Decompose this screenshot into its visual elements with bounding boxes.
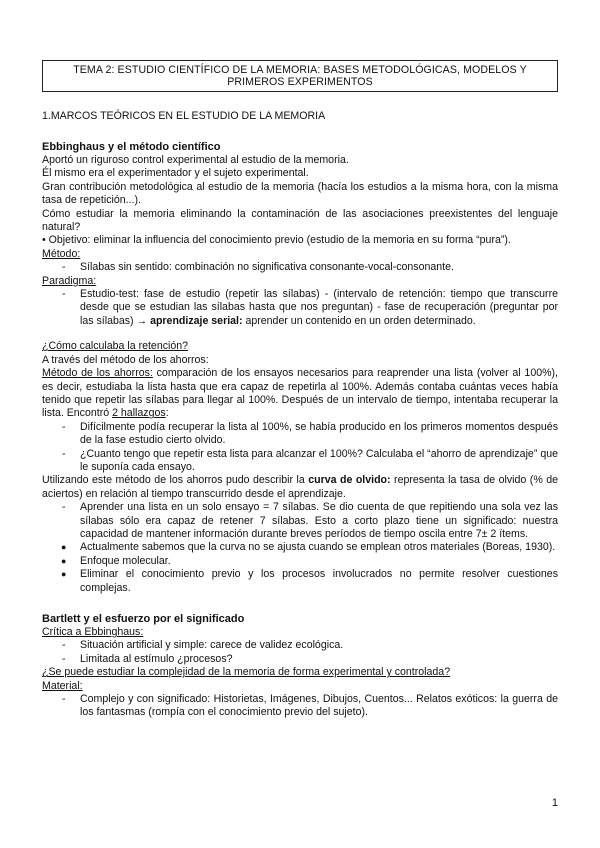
bullet-marker: ●: [61, 555, 67, 566]
bullet-marker: ●: [61, 569, 67, 580]
list-paradigma: [42, 288, 558, 328]
document-page: [42, 60, 558, 720]
list-item-text: Eliminar el conocimiento previo y los procesos involucrados no permite resolver cuestiones complejas.: [80, 568, 558, 594]
question-retencion: ¿Cómo calculaba la retención?: [42, 340, 189, 353]
label-ahorros: Método de los ahorros:: [42, 367, 153, 380]
paragraph: Aportó un riguroso control experimental al estudio de la memoria.: [42, 154, 349, 166]
heading-bartlett: Bartlett y el esfuerzo por el significado: [42, 613, 245, 625]
dash-marker: -: [62, 447, 66, 460]
paragraph-ahorros: [42, 367, 558, 421]
list-item: [42, 541, 558, 554]
list-item: [42, 261, 558, 274]
list-item: [42, 288, 558, 328]
list-item-text: aprender un contenido en un orden determinado.: [242, 314, 476, 327]
dash-marker: -: [62, 501, 66, 514]
list-item: [42, 555, 558, 568]
list-item: [42, 421, 558, 448]
dash-marker: -: [62, 639, 66, 652]
list-item: [42, 568, 558, 595]
list-item-text: Enfoque molecular.: [80, 554, 171, 567]
list-item-text: Limitada al estímulo ¿procesos?: [80, 652, 233, 665]
paragraph-text: Utilizando este método de los ahorros pudo describir la: [42, 474, 309, 487]
document-title: TEMA 2: ESTUDIO CIENTÍFICO DE LA MEMORIA: BASES METODOLÓGICAS, MODELOS Y PRIMEROS EXPERIMENTOS: [73, 64, 527, 88]
label-paradigma: Paradigma:: [42, 274, 97, 287]
list-metodo: [42, 261, 558, 274]
list-item-text: Sílabas sin sentido: combinación no significativa consonante-vocal-consonante.: [80, 261, 454, 274]
question-complejidad: ¿Se puede estudiar la complejidad de la memoria de forma experimental y controlada?: [42, 666, 451, 679]
dash-marker: -: [62, 261, 66, 274]
list-hallazgos: [42, 421, 558, 475]
paragraph-objetivo: • Objetivo: eliminar la influencia del conocimiento previo (estudio de la memoria en su forma “pura”).: [42, 234, 511, 247]
list-critica: [42, 639, 558, 666]
list-bullets: [42, 541, 558, 595]
list-item: [42, 448, 558, 475]
document-title-box: [42, 60, 558, 92]
heading-ebbinghaus: Ebbinghaus y el método científico: [42, 141, 221, 153]
dash-marker: -: [62, 652, 66, 665]
section-title: 1.MARCOS TEÓRICOS EN EL ESTUDIO DE LA MEMORIA: [42, 110, 326, 122]
paragraph: Él mismo era el experimentador y el sujeto experimental.: [42, 167, 309, 180]
list-curva: [42, 501, 558, 541]
list-item-text: Estudio-test: fase de estudio (repetir las sílabas) - (intervalo de retención: tiempo que transcurre desde que se estudian las sílabas hasta que nos preguntan) - fase de recuperación (preguntar por las sílabas) →: [80, 288, 558, 327]
list-item-text: Difícilmente podía recuperar la lista al 100%, se había producido en los primeros momentos después de la fase estudio cierto olvido.: [80, 420, 558, 447]
list-item-text: ¿Cuanto tengo que repetir esta lista para alcanzar el 100%? Calculaba el “ahorro de aprendizaje” que le suponía cada ensayo.: [80, 447, 558, 473]
label-critica: Crítica a Ebbinghaus:: [42, 626, 144, 638]
list-item: [42, 501, 558, 541]
paragraph-text: representa la tasa de olvido (% de aciertos) en relación al tiempo transcurrido desde el aprendizaje.: [42, 474, 558, 500]
list-item-text: Actualmente sabemos que la curva no se ajusta cuando se emplean otros materiales (Boreas, 1930).: [80, 541, 556, 554]
label-material: Material:: [42, 679, 83, 692]
paragraph-text: comparación de los ensayos necesarios para reaprender una lista (volver al 100%), es decir, estudiaba la lista hasta que era capaz de repetirla al 100%. Además contaba cuántas veces había tenido que repetir las sílabas para llegar al 100%. Después de un intervalo de tiempo, intentaba recuperar la lista. Encontró: [42, 367, 558, 420]
bullet-marker: ●: [61, 542, 67, 553]
paragraph-curva: [42, 474, 558, 501]
paragraph: A través del método de los ahorros:: [42, 353, 209, 366]
list-item: [42, 693, 558, 720]
dash-marker: -: [62, 420, 66, 433]
list-material: [42, 693, 558, 720]
list-item: [42, 653, 558, 666]
list-item-text: Aprender una lista en un solo ensayo = 7 sílabas. Se dio cuenta de que repitiendo una sola vez las sílabas sólo era capaz de retener 7 sílabas. Esto a corto plazo tiene un significado: nuestra capacidad de mantener información durante breves períodos de tiempo oscila entre 7± 2 ítems.: [80, 501, 558, 540]
label-metodo: Método:: [42, 247, 81, 260]
dash-marker: -: [62, 693, 66, 706]
list-item-text: Situación artificial y simple: carece de validez ecológica.: [80, 639, 344, 652]
paragraph: Gran contribución metodológica al estudio de la memoria (hacía los estudios a la misma hora, con la misma tasa de repetición...).: [42, 180, 558, 207]
paragraph-text: :: [165, 407, 169, 420]
link-hallazgos: 2 hallazgos: [112, 407, 166, 420]
list-item: [42, 639, 558, 652]
list-item-text: Complejo y con significado: Historietas, Imágenes, Dibujos, Cuentos... Relatos exóticos: la guerra de los fantasmas (rompía con el conocimiento previo del sujeto).: [80, 693, 558, 719]
bold-term: aprendizaje serial:: [150, 314, 243, 327]
page-number: 1: [551, 797, 558, 809]
dash-marker: -: [62, 288, 66, 301]
bold-term: curva de olvido:: [308, 474, 391, 487]
paragraph: Cómo estudiar la memoria eliminando la contaminación de las asociaciones preexistentes del lenguaje natural?: [42, 207, 558, 234]
